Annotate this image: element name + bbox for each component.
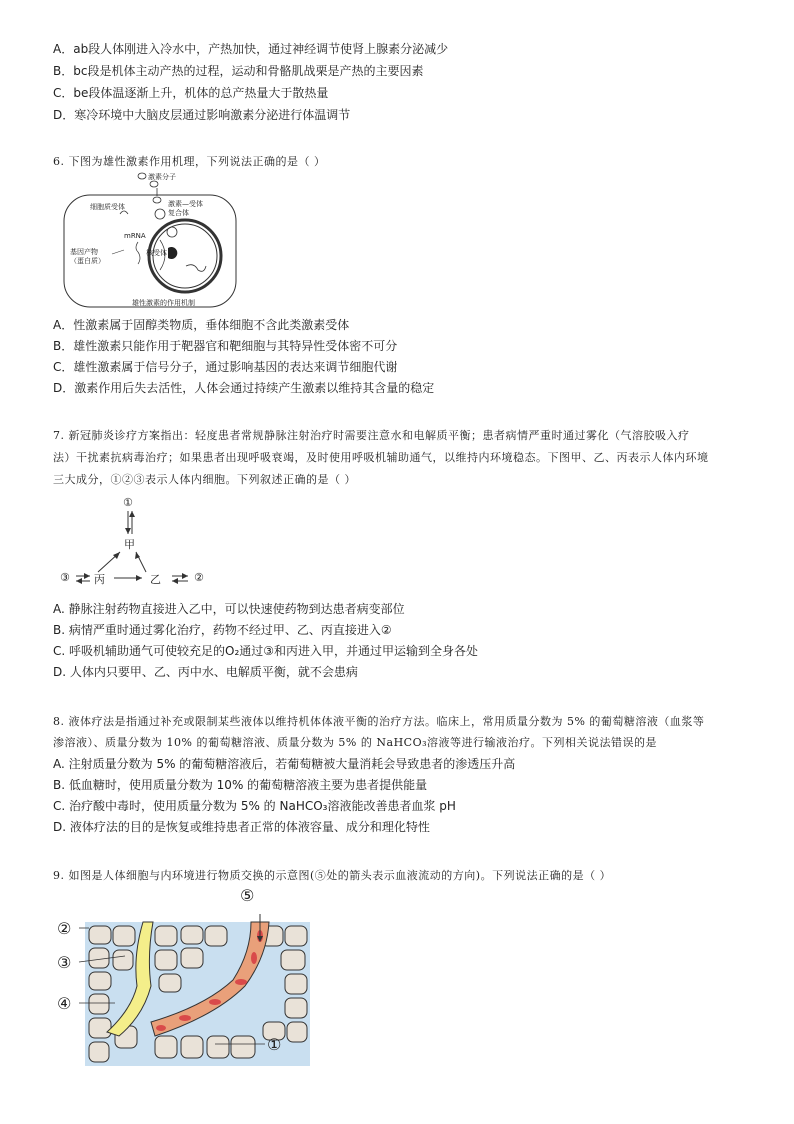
- q8-option-a: A. 注射质量分数为 5% 的葡萄糖溶液后，若葡萄糖被大量消耗会导致患者的渗透压升高: [53, 757, 516, 771]
- q6-stem: 6. 下图为雄性激素作用机理，下列说法正确的是（ ）: [53, 155, 326, 168]
- q7-option-b: B. 病情严重时通过雾化治疗，药物不经过甲、乙、丙直接进入②: [53, 623, 392, 637]
- node-2: ②: [194, 571, 204, 584]
- node-3: ③: [60, 571, 70, 584]
- q7-stem-line2: 法）干扰素抗病毒治疗；如果患者出现呼吸衰竭，及时使用呼吸机辅助通气，以维持内环境稳态。下图甲、乙、丙表示人体内环境: [53, 451, 709, 464]
- q5-option-c: C．be段体温逐渐上升，机体的总产热量大于散热量: [53, 86, 329, 100]
- node-jia: 甲: [124, 538, 135, 551]
- complex-label: 激素—受体复合体: [168, 200, 203, 217]
- q7-stem-line3: 三大成分，①②③表示人体内细胞。下列叙述正确的是（ ）: [53, 473, 356, 486]
- label-4: ④: [57, 994, 72, 1013]
- hormone-label: 激素分子: [148, 173, 176, 181]
- label-3: ③: [57, 953, 72, 972]
- figure-caption: 雄性激素的作用机制: [132, 299, 195, 307]
- q6-figure: [60, 170, 240, 310]
- q6-option-a: A．性激素属于固醇类物质，垂体细胞不含此类激素受体: [53, 318, 350, 332]
- q5-option-a: A．ab段人体刚进入冷水中，产热加快，通过神经调节使肾上腺素分泌减少: [53, 42, 449, 56]
- q8-stem-line1: 8. 液体疗法是指通过补充或限制某些液体以维持机体体液平衡的治疗方法。临床上，常用质量分数为 5% 的葡萄糖溶液（血浆等: [53, 715, 705, 728]
- cell-diagram: [60, 170, 240, 310]
- q8-option-c: C. 治疗酸中毒时，使用质量分数为 5% 的 NaHCO₃溶液能改善患者血浆 pH: [53, 799, 456, 813]
- label-1: ①: [267, 1035, 282, 1054]
- q6-option-b: B．雄性激素只能作用于靶器官和靶细胞与其特异性受体密不可分: [53, 339, 398, 353]
- q7-stem-line1: 7. 新冠肺炎诊疗方案指出：轻度患者常规静脉注射治疗时需要注意水和电解质平衡；患者病情严重时通过雾化（气溶胶吸入疗: [53, 429, 690, 442]
- gene-product-label: 基因产物（蛋白质）: [70, 248, 105, 265]
- q7-option-c: C. 呼吸机辅助通气可使较充足的O₂通过③和丙进入甲，并通过甲运输到全身各处: [53, 644, 479, 658]
- nuclear-receptor-label: 核受体: [146, 249, 167, 257]
- q7-figure: [58, 496, 218, 592]
- q7-option-a: A. 静脉注射药物直接进入乙中，可以快速使药物到达患者病变部位: [53, 602, 405, 616]
- q8-option-d: D. 液体疗法的目的是恢复或维持患者正常的体液容量、成分和理化特性: [53, 820, 430, 834]
- node-yi: 乙: [150, 573, 161, 586]
- q5-option-d: D．寒冷环境中大脑皮层通过影响激素分泌进行体温调节: [53, 108, 351, 122]
- q6-option-c: C．雄性激素属于信号分子，通过影响基因的表达来调节细胞代谢: [53, 360, 398, 374]
- q9-figure: [55, 886, 315, 1068]
- label-2: ②: [57, 919, 72, 938]
- q8-option-b: B. 低血糖时，使用质量分数为 10% 的葡萄糖溶液主要为患者提供能量: [53, 778, 428, 792]
- label-5: ⑤: [240, 886, 255, 905]
- q6-option-d: D．激素作用后失去活性，人体会通过持续产生激素以维持其含量的稳定: [53, 381, 435, 395]
- node-bing: 丙: [94, 573, 105, 586]
- q8-stem-line2: 渗溶液）、质量分数为 10% 的葡萄糖溶液、质量分数为 5% 的 NaHCO₃溶液等进行输液治疗。下列相关说法错误的是: [53, 736, 657, 749]
- q7-option-d: D. 人体内只要甲、乙、丙中水、电解质平衡，就不会患病: [53, 665, 358, 679]
- node-1: ①: [123, 496, 133, 509]
- q9-stem: 9. 如图是人体细胞与内环境进行物质交换的示意图(⑤处的箭头表示血液流动的方向)。下列说法正确的是（ ）: [53, 869, 612, 882]
- cytoplasm-receptor-label: 细胞质受体: [90, 203, 125, 211]
- q5-option-b: B．bc段是机体主动产热的过程，运动和骨骼肌战栗是产热的主要因素: [53, 64, 424, 78]
- mrna-label: mRNA: [124, 232, 146, 240]
